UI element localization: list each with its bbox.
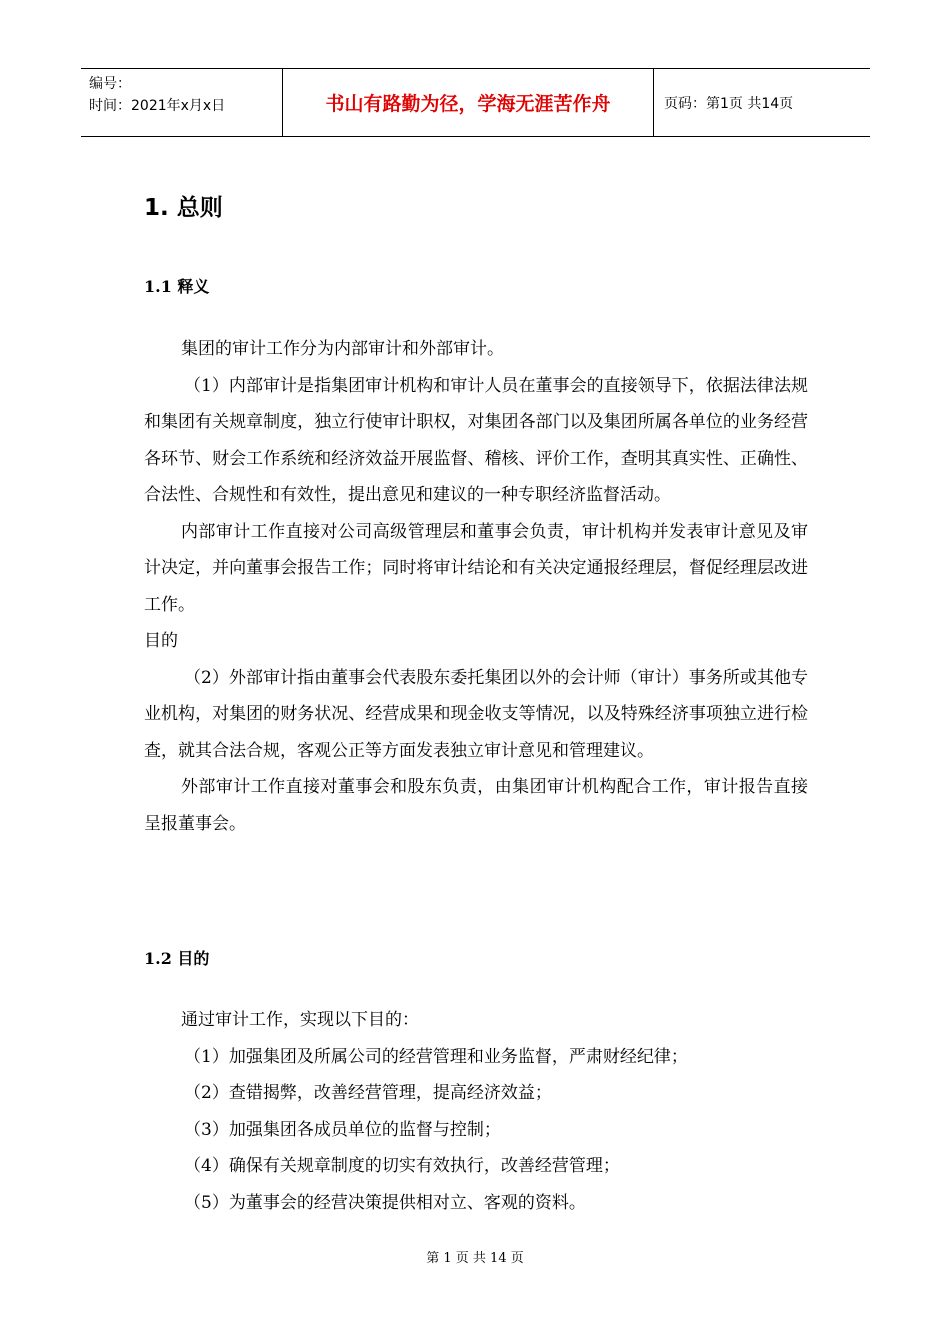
paragraph: （2）外部审计指由董事会代表股东委托集团以外的会计师（审计）事务所或其他专业机构，对集团的财务状况、经营成果和现金收支等情况，以及特殊经济事项独立进行检查，就其合法合规，客观公正等方面发表独立审计意见和管理建议。 — [144, 667, 808, 761]
list-item: （5）为董事会的经营决策提供相对立、客观的资料。 — [184, 1192, 586, 1213]
header-page-code: 页码：第1页 共14页 — [664, 95, 794, 112]
number-label: 编号： — [89, 76, 131, 92]
list-item: （3）加强集团各成员单位的监督与控制； — [184, 1119, 501, 1140]
list-item: （4）确保有关规章制度的切实有效执行，改善经营管理； — [184, 1156, 620, 1176]
paragraph: 外部审计工作直接对董事会和股东负责，由集团审计机构配合工作，审计报告直接呈报董事会。 — [144, 777, 808, 834]
page-footer: 第 1 页 共 14 页 — [426, 1251, 524, 1266]
paragraph: 通过审计工作，实现以下目的： — [181, 1010, 419, 1030]
section-title: 1. 总则 — [144, 195, 223, 221]
definitions-body — [144, 331, 808, 842]
header-table — [81, 68, 870, 137]
header-meta — [81, 69, 282, 136]
list-item: （2）查错揭弊，改善经营管理，提高经济效益； — [184, 1083, 552, 1103]
paragraph: （1）内部审计是指集团审计机构和审计人员在董事会的直接领导下，依据法律法规和集团有关规章制度，独立行使审计职权，对集团各部门以及集团所属各单位的业务经营各环节、财会工作系统和经济效益开展监督、稽核、评价工作，查明其真实性、正确性、合法性、合规性和有效性，提出意见和建议的一种专职经济监督活动。 — [144, 375, 808, 505]
list-item: （1）加强集团及所属公司的经营管理和业务监督，严肃财经纪律； — [184, 1046, 688, 1067]
time-label: 时间：2021年x月x日 — [89, 98, 226, 114]
paragraph: 集团的审计工作分为内部审计和外部审计。 — [181, 339, 504, 359]
subsection-title-definitions: 1.1 释义 — [144, 277, 210, 296]
paragraph: 内部审计工作直接对公司高级管理层和董事会负责，审计机构并发表审计意见及审计决定，并向董事会报告工作；同时将审计结论和有关决定通报经理层，督促经理层改进工作。 — [144, 521, 808, 615]
header-motto: 书山有路勤为径，学海无涯苦作舟 — [282, 69, 654, 136]
purpose-body — [144, 1002, 808, 1221]
subsection-title-purpose: 1.2 目的 — [144, 949, 210, 968]
paragraph: 目的 — [144, 631, 178, 651]
